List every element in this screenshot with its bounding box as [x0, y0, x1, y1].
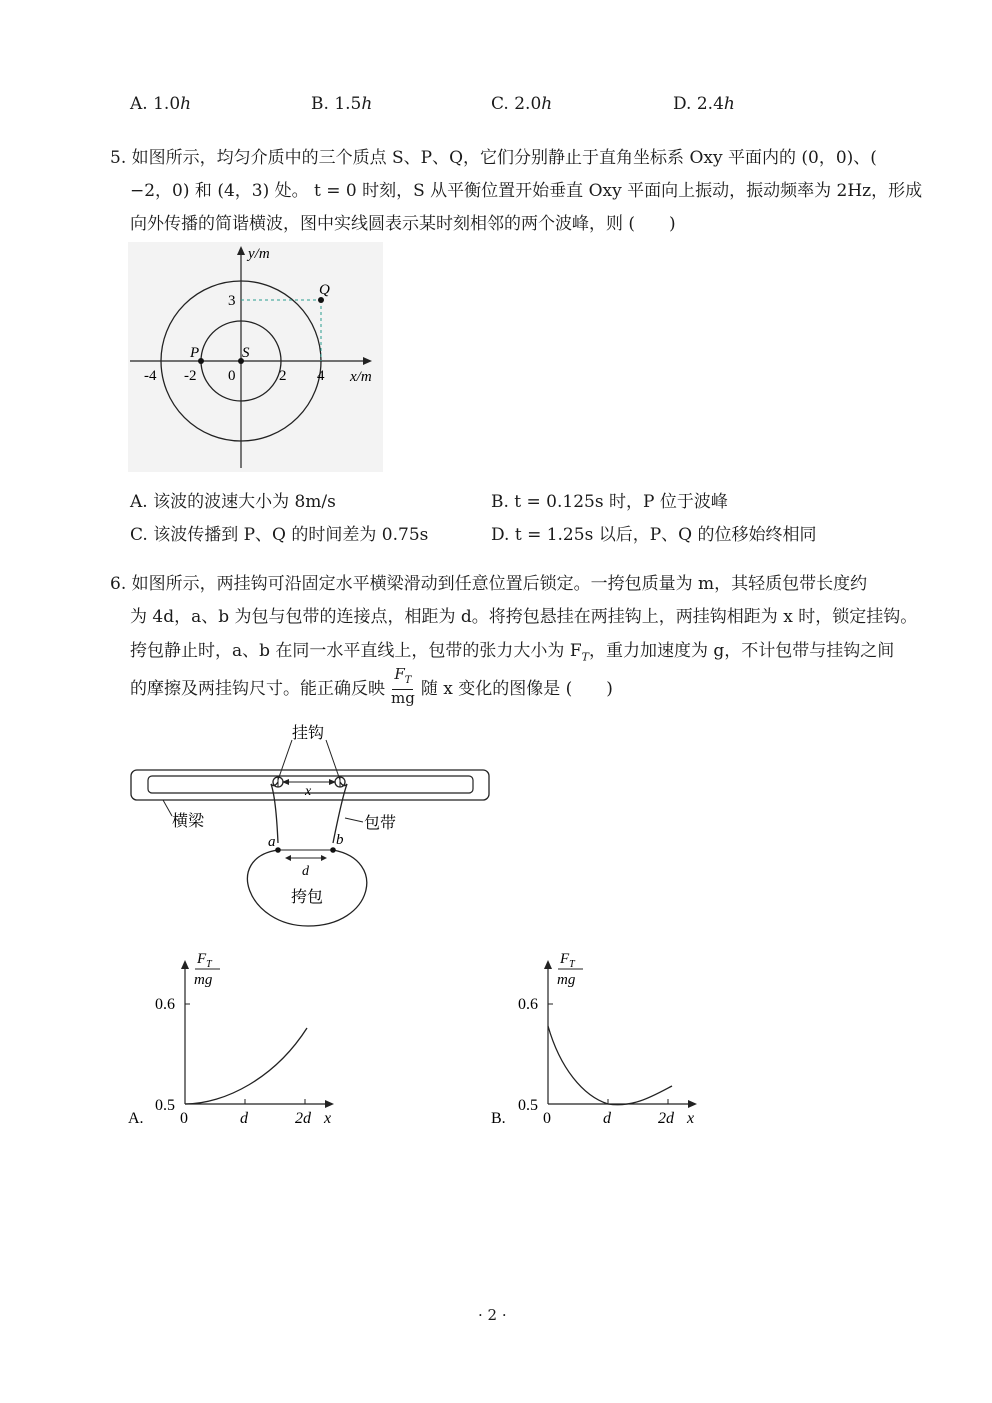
q6-stem-line-1: 6. 如图所示，两挂钩可沿固定水平横梁滑动到任意位置后锁定。一挎包质量为 m，其轻质包带长度约 — [110, 574, 868, 594]
graph-b-curve — [548, 1026, 672, 1105]
page-number: · 2 · — [478, 1306, 507, 1324]
label-p: P — [190, 345, 200, 361]
x-dimension-label: x — [305, 784, 312, 799]
tick-y-3: 3 — [228, 293, 236, 309]
x-axis-label: x/m — [350, 369, 372, 385]
q6-graph-a — [125, 948, 350, 1133]
graph-b-y-top: 0.6 — [518, 996, 538, 1013]
tick-x-neg2: -2 — [184, 368, 197, 384]
point-a-label: a — [268, 834, 276, 850]
graph-a-x-label: x — [324, 1110, 332, 1127]
hook-label: 挂钩 — [292, 725, 325, 742]
q4-option-d: D. 2.4h — [673, 94, 735, 114]
point-a-dot — [275, 847, 281, 853]
q5-stem-line-3: 向外传播的简谐横波，图中实线圆表示某时刻相邻的两个波峰，则 ( ) — [130, 214, 676, 234]
tick-x-neg4: -4 — [144, 368, 157, 384]
q4-option-c: C. 2.0h — [491, 94, 553, 114]
q5-option-d: D. t = 1.25s 以后，P、Q 的位移始终相同 — [491, 525, 817, 545]
q5-option-b: B. t = 0.125s 时，P 位于波峰 — [491, 492, 728, 512]
graph-a-x-0: 0 — [180, 1110, 188, 1127]
graph-a-ylabel-num: $F_T$ — [197, 951, 212, 970]
q6-bag-figure — [128, 718, 493, 933]
graph-a-x-2d: 2d — [295, 1110, 311, 1127]
q4-option-a: A. 1.0h — [130, 94, 192, 114]
graph-a-x-d: d — [240, 1110, 248, 1127]
strap-label: 包带 — [364, 815, 397, 832]
graph-a-letter: A. — [128, 1110, 144, 1127]
graph-b-x-label: x — [687, 1110, 695, 1127]
label-q: Q — [319, 282, 330, 298]
d-dimension-label: d — [302, 864, 309, 879]
tick-x-4: 4 — [317, 368, 325, 384]
q5-wave-figure — [128, 242, 383, 472]
graph-a-y-bottom: 0.5 — [155, 1097, 175, 1114]
tick-x-2: 2 — [279, 368, 287, 384]
q5-option-a: A. 该波的波速大小为 8m/s — [130, 492, 336, 512]
tick-x-0: 0 — [228, 368, 236, 384]
y-axis-label: y/m — [248, 246, 270, 262]
q6-stem-line-4: 的摩擦及两挂钩尺寸。能正确反映 $F_T$ mg 随 x 变化的图像是 ( ) — [130, 665, 613, 707]
graph-b-letter: B. — [491, 1110, 506, 1127]
graph-b-x-2d: 2d — [658, 1110, 674, 1127]
q5-stem-line-1: 5. 如图所示，均匀介质中的三个质点 S、P、Q，它们分别静止于直角坐标系 Oxy 平面内的 (0，0)、( — [110, 148, 877, 168]
ft-over-mg-fraction: $F_T$ mg — [391, 665, 415, 707]
graph-a-ylabel-den: mg — [194, 972, 213, 988]
graph-b-y-bottom: 0.5 — [518, 1097, 538, 1114]
q6-stem-line-2: 为 4d，a、b 为包与包带的连接点，相距为 d。将挎包悬挂在两挂钩上，两挂钩相距为 x 时，锁定挂钩。 — [130, 607, 918, 627]
beam-label: 横梁 — [172, 813, 205, 830]
bag-body — [247, 850, 366, 926]
graph-b-x-0: 0 — [543, 1110, 551, 1127]
q5-option-c: C. 该波传播到 P、Q 的时间差为 0.75s — [130, 525, 429, 545]
graph-b-ylabel-den: mg — [557, 972, 576, 988]
graph-a-y-top: 0.6 — [155, 996, 175, 1013]
q6-stem-line-3: 挎包静止时，a、b 在同一水平直线上，包带的张力大小为 $F_T$，重力加速度为 g，不计包带与挂钩之间 — [130, 641, 895, 664]
point-b-label: b — [336, 832, 344, 848]
label-s: S — [242, 345, 250, 361]
q4-option-b: B. 1.5h — [311, 94, 373, 114]
q6-graph-b — [488, 948, 713, 1133]
graph-b-x-d: d — [603, 1110, 611, 1127]
point-b-dot — [330, 847, 336, 853]
graph-a-curve — [185, 1028, 307, 1104]
graph-b-ylabel-num: $F_T$ — [560, 951, 575, 970]
q5-stem-line-2: −2，0) 和 (4，3) 处。 t = 0 时刻，S 从平衡位置开始垂直 Oxy 平面向上振动，振动频率为 2Hz，形成 — [130, 181, 923, 201]
bag-label: 挎包 — [291, 889, 324, 906]
